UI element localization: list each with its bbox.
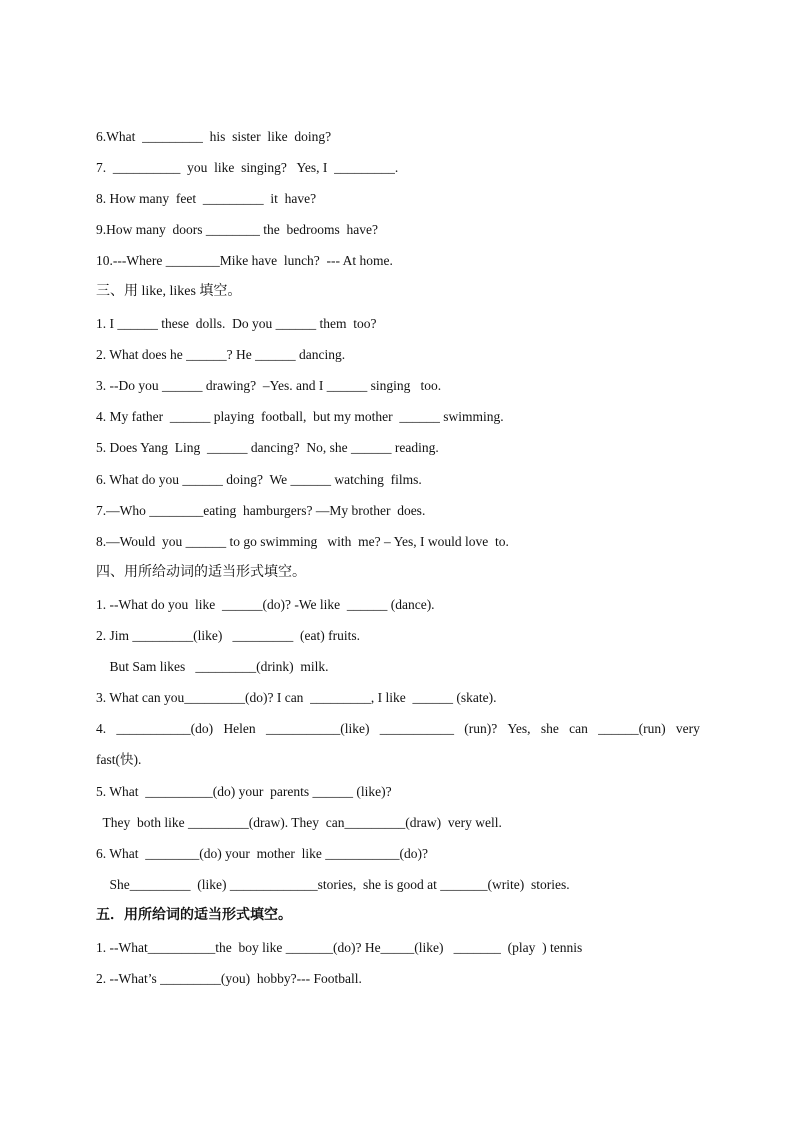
section-4-line-4-continued: fast(快).	[96, 752, 142, 767]
section-3-line-3: 3. --Do you ______ drawing? –Yes. and I ______ singing too.	[96, 378, 442, 393]
line-4-word: ___________(like)	[265, 721, 370, 736]
section-4-line-3: 3. What can you_________(do)? I can _________, I like ______ (skate).	[96, 690, 497, 705]
section-3-line-5: 5. Does Yang Ling ______ dancing? No, she ______ reading.	[96, 440, 439, 455]
section-4-line-5-continued: They both like _________(draw). They can_________(draw) very well.	[96, 815, 502, 830]
section-3-line-4: 4. My father ______ playing football, but my mother ______ swimming.	[96, 409, 504, 424]
section-5-heading: 五．用所给词的适当形式填空。	[96, 908, 292, 923]
section-3-line-1: 1. I ______ these dolls. Do you ______ them too?	[96, 316, 377, 331]
line-4-word: 4.	[96, 721, 107, 736]
exercise-line-9: 9.How many doors ________ the bedrooms have?	[96, 222, 378, 237]
section-4-line-1: 1. --What do you like ______(do)? -We like ______ (dance).	[96, 597, 435, 612]
section-3-line-2: 2. What does he ______? He ______ dancing.	[96, 347, 346, 362]
line-4-word: ___________(do)	[116, 721, 214, 736]
exercise-line-7: 7. __________ you like singing? Yes, I _________.	[96, 160, 399, 175]
line-4-word: ______(run)	[598, 721, 666, 736]
line-4-word: Yes,	[507, 721, 531, 736]
exercise-line-10: 10.---Where ________Mike have lunch? --- At home.	[96, 253, 393, 268]
section-3-heading: 三、用 like, likes 填空。	[96, 284, 242, 299]
line-4-word: can	[569, 721, 588, 736]
line-4-word: she	[540, 721, 559, 736]
line-4-word: Helen	[223, 721, 256, 736]
section-4-line-2-continued: But Sam likes _________(drink) milk.	[96, 659, 329, 674]
section-3-line-8: 8.—Would you ______ to go swimming with me? – Yes, I would love to.	[96, 534, 509, 549]
exercise-line-8: 8. How many feet _________ it have?	[96, 191, 317, 206]
section-5-line-1: 1. --What__________the boy like _______(do)? He_____(like) _______ (play ) tennis	[96, 940, 583, 955]
line-4-word: (run)?	[464, 721, 498, 736]
section-4-line-6-continued: She_________ (like) _____________stories, she is good at _______(write) stories.	[96, 877, 570, 892]
section-3-line-7: 7.—Who ________eating hamburgers? —My brother does.	[96, 503, 426, 518]
section-3-line-6: 6. What do you ______ doing? We ______ watching films.	[96, 472, 422, 487]
exercise-line-6: 6.What _________ his sister like doing?	[96, 129, 332, 144]
section-4-heading: 四、用所给动词的适当形式填空。	[96, 565, 306, 580]
section-4-line-6: 6. What ________(do) your mother like ___________(do)?	[96, 846, 428, 861]
section-5-line-2: 2. --What’s _________(you) hobby?--- Football.	[96, 971, 362, 986]
section-4-line-4	[96, 720, 700, 738]
section-4-line-5: 5. What __________(do) your parents ______ (like)?	[96, 784, 392, 799]
line-4-word: ___________	[379, 721, 454, 736]
line-4-word: very	[675, 721, 700, 736]
section-4-line-2: 2. Jim _________(like) _________ (eat) fruits.	[96, 628, 360, 643]
